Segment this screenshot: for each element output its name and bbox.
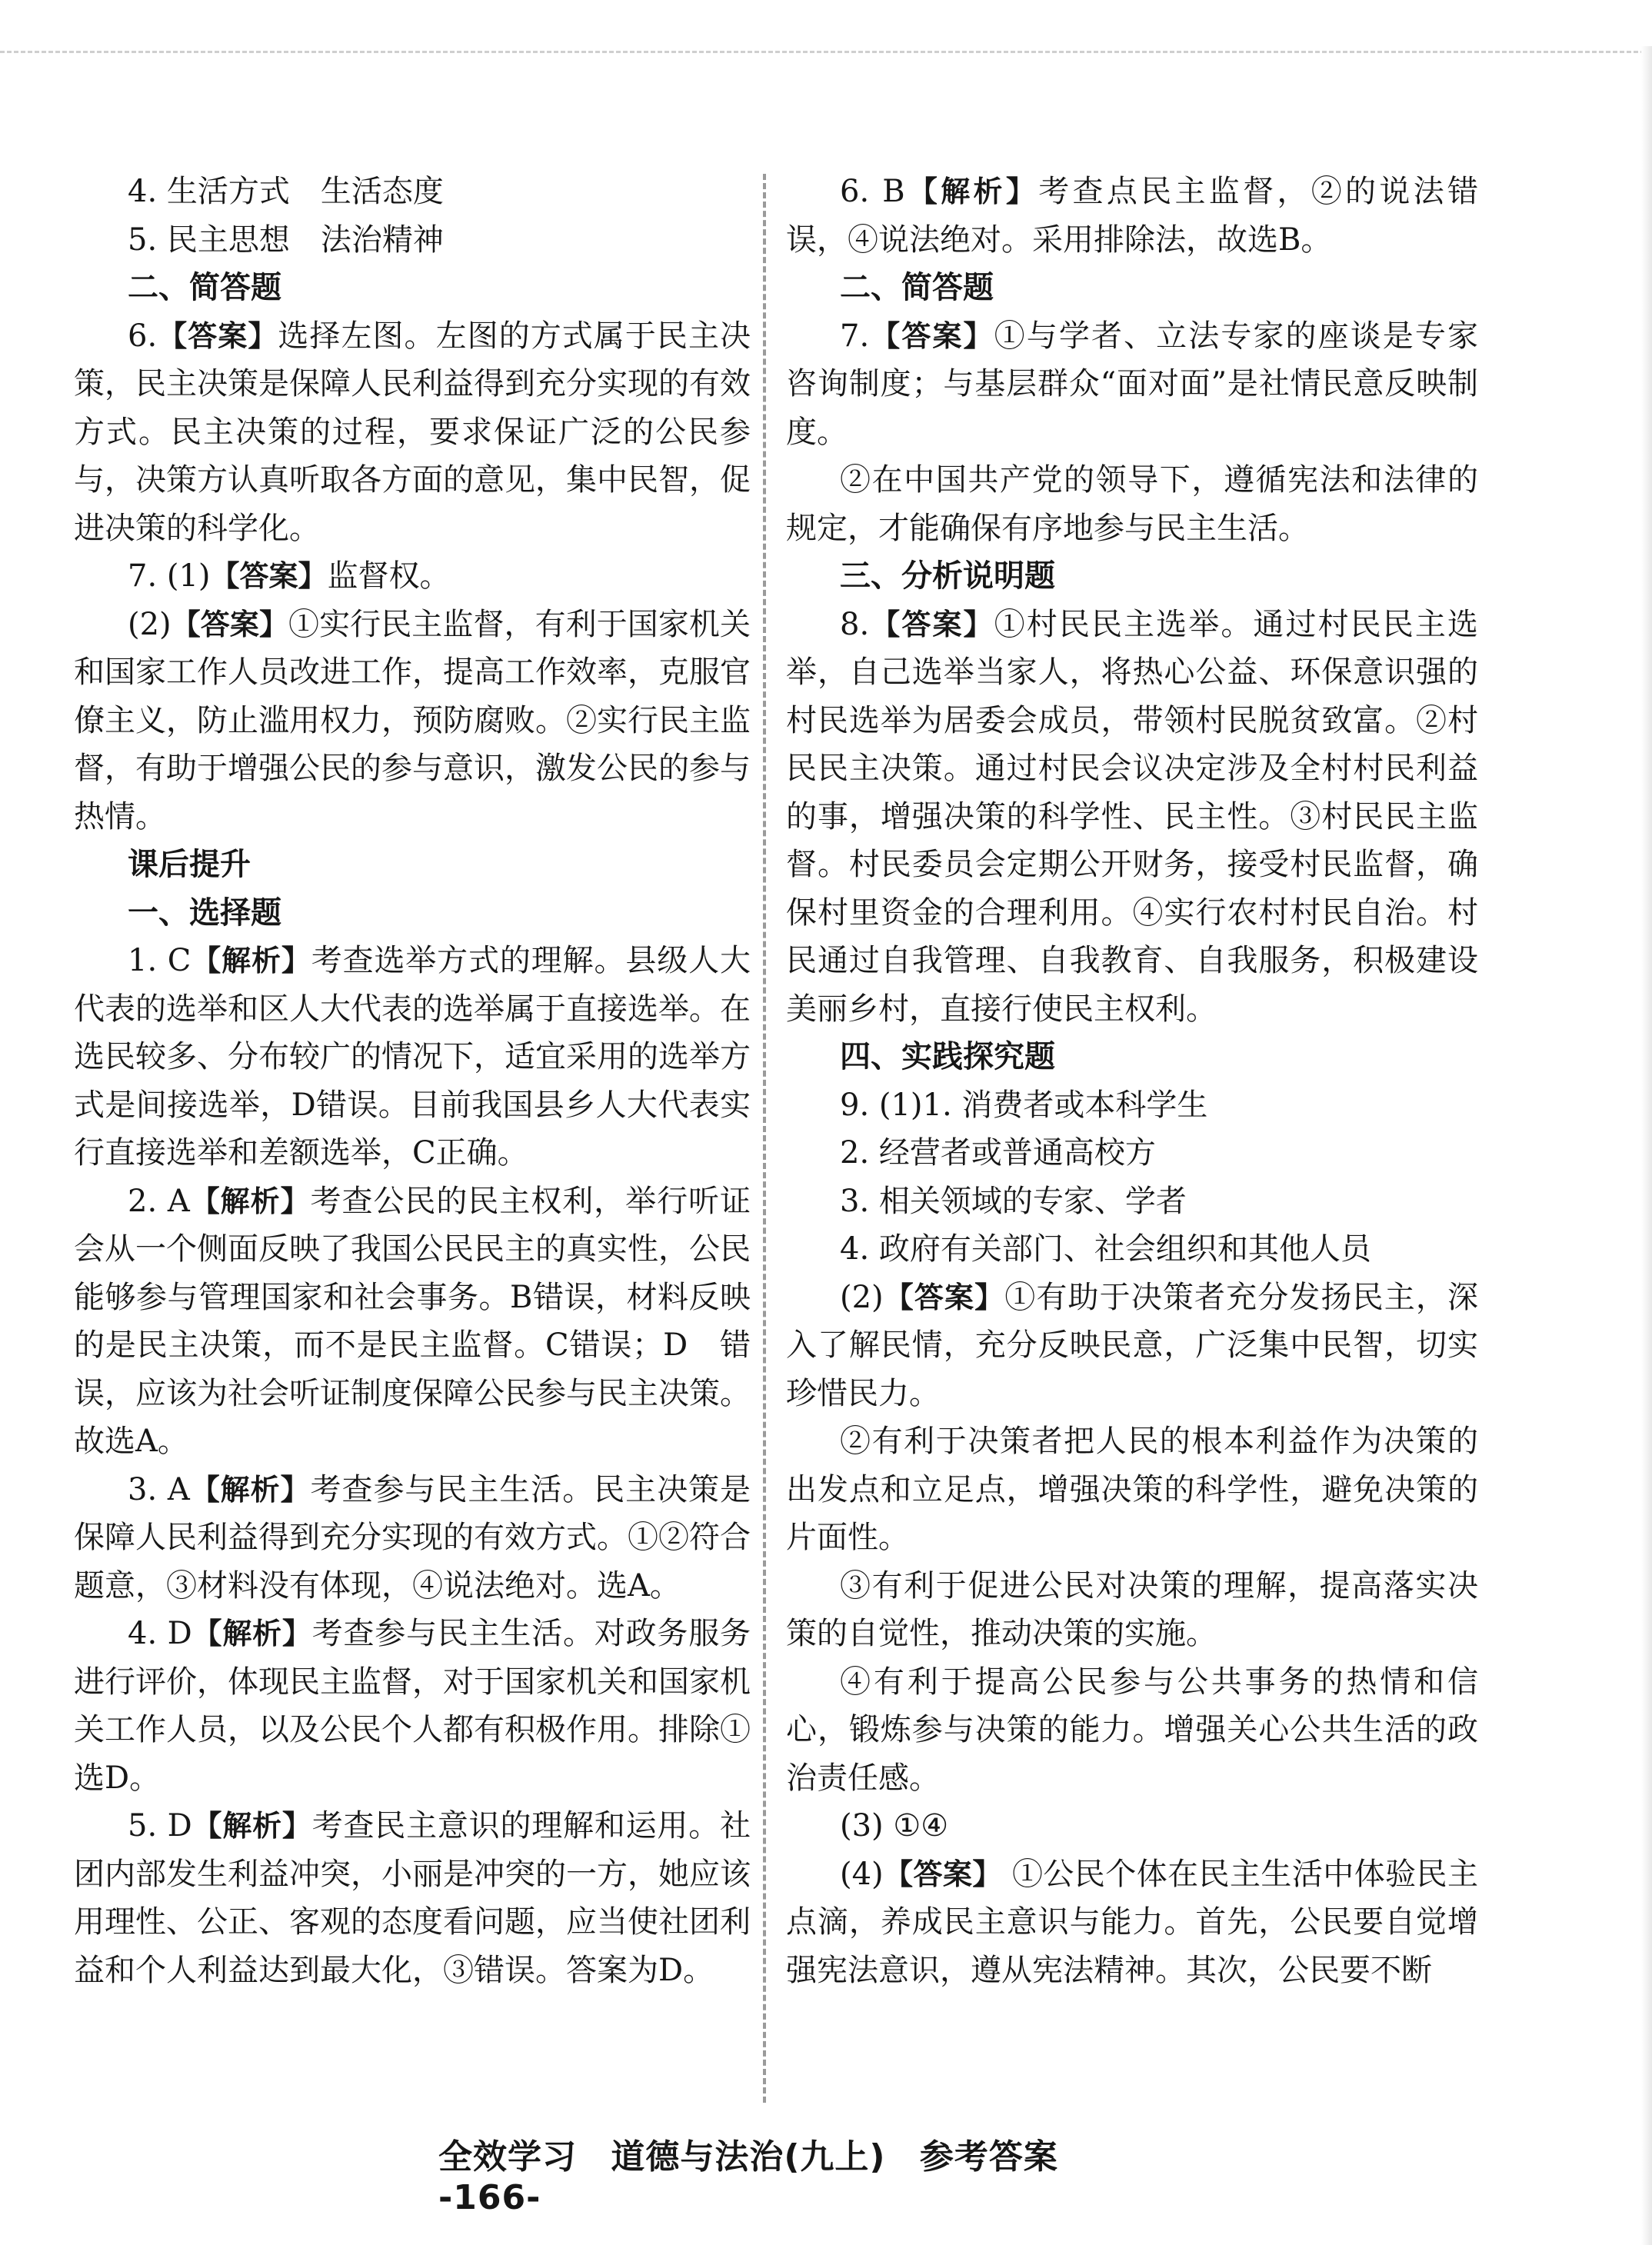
section-heading: 二、简答题 [840,269,994,305]
answer-line: 3. 相关领域的专家、学者 [840,1183,1187,1219]
answer-tag: 【答案】 [210,559,328,593]
answer-line: 5. 民主思想 法治精神 [128,222,444,258]
section-heading: 四、实践探究题 [840,1038,1055,1074]
column-divider [763,174,766,2103]
answer-paragraph: ③有利于促进公民对决策的理解，提高落实决策的自觉性，推动决策的实施。 [786,1567,1478,1651]
section-heading: 一、选择题 [128,894,281,931]
answer-text: 考查选举方式的理解。县级人大代表的选举和区人大代表的选举属于直接选举。在选民较多、分布较广的情况下，适宜采用的选举方式是间接选举，D错误。目前我国县乡人大代表实行直接选举和差额选举，C正确。 [74,943,751,1171]
analysis-tag: 【解析】 [189,1184,311,1218]
answer-tag: 【答案】 [157,318,278,353]
answer-paragraph [74,1177,751,1466]
answer-paragraph: ②在中国共产党的领导下，遵循宪法和法律的规定，才能确保有序地参与民主生活。 [786,462,1478,546]
answer-text: 考查参与民主生活。民主决策是保障人民利益得到充分实现的有效方式。①②符合题意，③材料没有体现，④说法绝对。选A。 [74,1471,751,1604]
answer-text: ①村民民主选举。通过村民民主选举，自己选举当家人，将热心公益、环保意识强的村民选举为居委会成员，带领村民脱贫致富。②村民民主决策。通过村民会议决定涉及全村村民利益的事，增强决策的科学性、民主性。③村民民主监督。村民委员会定期公开财务，接受村民监督，确保村里资金的合理利用。④实行农村村民自治。村民通过自我管理、自我教育、自我服务，积极建设美丽乡村，直接行使民主权利。 [786,606,1478,1027]
question-number: 5. D [128,1808,192,1844]
left-column [74,168,751,1994]
answer-paragraph [786,312,1478,457]
answer-paragraph [786,1850,1478,1995]
scan-edge [1641,46,1652,2245]
answer-text: ①有助于决策者充分发扬民主，深入了解民情，充分反映民意，广泛集中民智，切实珍惜民力。 [786,1279,1478,1411]
question-number: (4) [840,1856,884,1892]
question-number: 6. B [840,174,905,209]
question-number: 2. A [128,1183,190,1219]
answer-paragraph [74,1610,751,1802]
answer-text: 监督权。 [327,558,451,594]
answer-text: 考查点民主监督，②的说法错误，④说法绝对。采用排除法，故选B。 [786,174,1478,258]
answer-text: ①实行民主监督，有利于国家机关和国家工作人员改进工作，提高工作效率，克服官僚主义，防止滥用权力，预防腐败。②实行民主监督，有助于增强公民的参与意识，激发公民的参与热情。 [74,606,751,834]
answer-line: 9. (1)1. 消费者或本科学生 [840,1087,1208,1123]
answer-paragraph [786,1274,1478,1418]
answer-text: ①公民个体在民主生活中体验民主点滴，养成民主意识与能力。首先，公民要自觉增强宪法意识，遵从宪法精神。其次，公民要不断 [786,1856,1478,1988]
section-heading: 三、分析说明题 [840,558,1055,594]
answer-paragraph: ④有利于提高公民参与公共事务的热情和信心，锻炼参与决策的能力。增强关心公共生活的政治责任感。 [786,1664,1478,1796]
page-footer [438,2129,1207,2217]
answer-line: (3) ①④ [840,1808,949,1844]
answer-tag: 【答案】 [883,1280,1005,1314]
answer-line: 4. 生活方式 生活态度 [128,174,444,209]
question-number: 4. D [128,1616,192,1651]
question-number: 1. C [128,943,192,978]
top-border [0,51,1652,53]
answer-paragraph: ②有利于决策者把人民的根本利益作为决策的出发点和立足点，增强决策的科学性，避免决策的片面性。 [786,1424,1478,1555]
question-number: 3. A [128,1471,190,1507]
answer-paragraph [74,601,751,841]
answer-tag: 【答案】 [883,1857,1002,1891]
answer-paragraph [74,1466,751,1610]
question-number: (2) [840,1279,884,1315]
answer-paragraph [74,1802,751,1994]
answer-text: 考查公民的民主权利，举行听证会从一个侧面反映了我国公民民主的真实性，公民能够参与管理国家和社会事务。B错误，材料反映的是民主决策，而不是民主监督。C错误；D 错误，应该为社会听证制度保障公民参与民主决策。故选A。 [74,1183,751,1459]
answer-paragraph [74,552,751,601]
analysis-tag: 【解析】 [192,1809,312,1843]
question-number: (2) [128,606,172,642]
answer-text: 考查民主意识的理解和运用。社团内部发生利益冲突，小丽是冲突的一方，她应该用理性、公正、客观的态度看问题，应当使社团利益和个人利益达到最大化，③错误。答案为D。 [74,1808,751,1988]
question-number: 6. [128,318,158,354]
analysis-tag: 【解析】 [191,944,311,978]
analysis-tag: 【解析】 [904,175,1039,208]
analysis-tag: 【解析】 [192,1617,312,1650]
question-number: 7. [840,318,870,354]
footer-label: 参考答案 [919,2137,1058,2177]
footer-brand: 全效学习 [438,2137,577,2177]
question-number: 7. (1) [128,558,211,594]
answer-line: 2. 经营者或普通高校方 [840,1135,1156,1171]
page-number: -166- [438,2178,541,2217]
answer-tag: 【答案】 [171,607,289,641]
answer-text: 选择左图。左图的方式属于民主决策，民主决策是保障人民利益得到充分实现的有效方式。民主决策的过程，要求保证广泛的公民参与，决策方认真听取各方面的意见，集中民智，促进决策的科学化。 [74,318,751,546]
question-number: 8. [840,606,870,642]
answer-text: ①与学者、立法专家的座谈是专家咨询制度；与基层群众“面对面”是社情民意反映制度。 [786,318,1478,450]
footer-subject: 道德与法治(九上) [611,2137,886,2177]
analysis-tag: 【解析】 [189,1472,311,1507]
section-heading: 二、简答题 [128,269,281,305]
answer-line: 4. 政府有关部门、社会组织和其他人员 [840,1231,1371,1267]
right-column [786,168,1478,1994]
answer-tag: 【答案】 [869,607,994,641]
answer-paragraph [74,937,751,1177]
answer-text: 考查参与民主生活。对政务服务进行评价，体现民主监督，对于国家机关和国家机关工作人员，以及公民个人都有积极作用。排除①选D。 [74,1616,751,1796]
answer-tag: 【答案】 [869,318,994,353]
answer-paragraph [786,601,1478,1034]
answer-paragraph [786,168,1478,264]
section-heading: 课后提升 [128,846,251,882]
answer-paragraph [74,312,751,553]
